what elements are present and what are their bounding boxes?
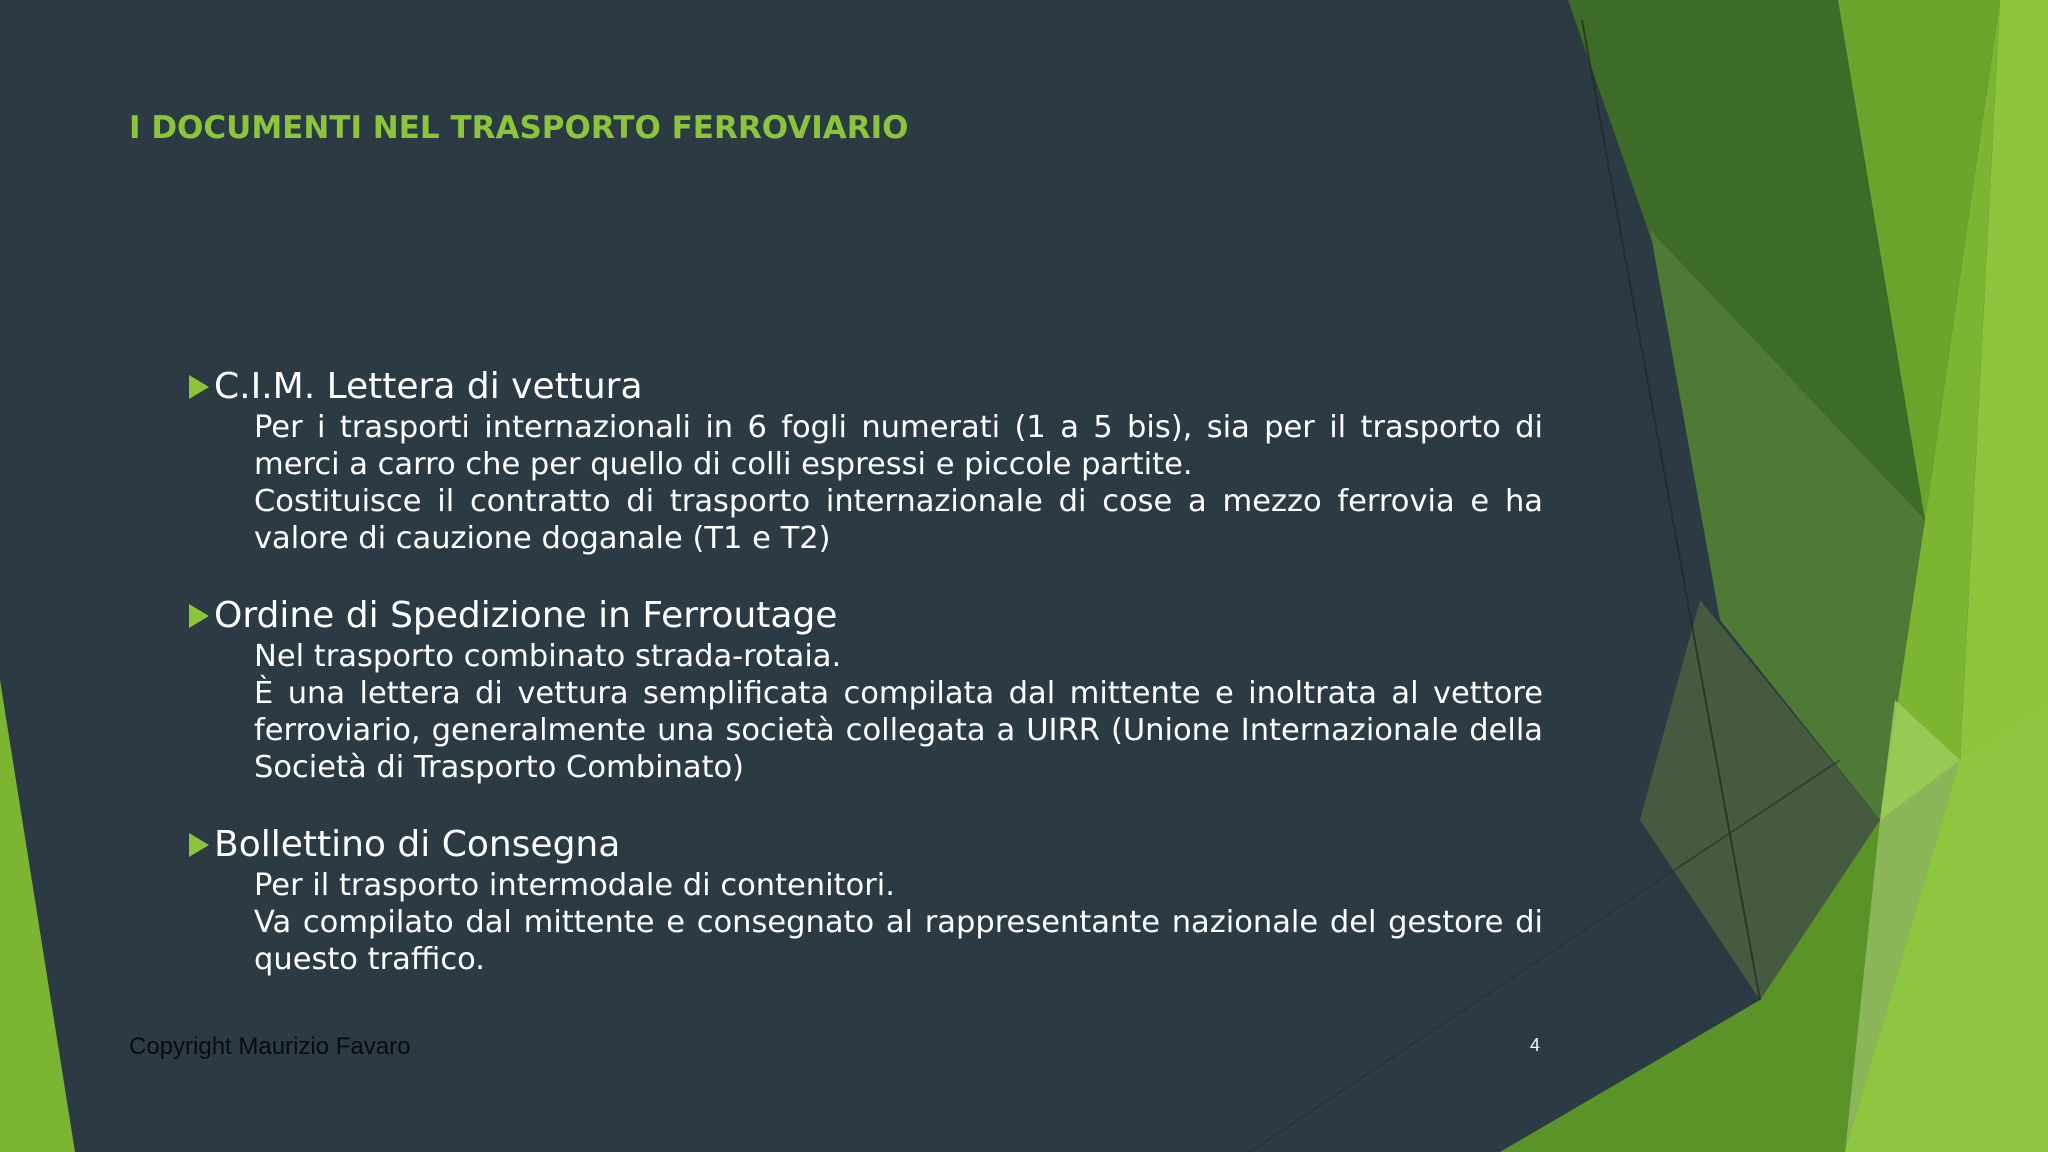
slide-content (188, 365, 1543, 1015)
item-paragraph: Per i trasporti internazionali in 6 fogli numerati (1 a 5 bis), sia per il trasporto di merci a carro che per quello di colli espressi e piccole partite. (254, 410, 1543, 482)
list-item (188, 594, 1543, 786)
triangle-bullet-icon (189, 604, 209, 628)
deco-shape-left-wedge (0, 680, 75, 1152)
triangle-bullet-icon (189, 833, 209, 857)
list-item (188, 365, 1543, 557)
item-heading: Bollettino di Consegna (214, 824, 621, 865)
item-paragraph: Va compilato dal mittente e consegnato al rappresentante nazionale del gestore di questo traffico. (254, 905, 1543, 977)
item-heading-row (188, 823, 1543, 867)
item-body (254, 409, 1543, 557)
item-body (254, 867, 1543, 978)
slide-title: I DOCUMENTI NEL TRASPORTO FERROVIARIO (129, 110, 909, 146)
item-paragraph: Nel trasporto combinato strada-rotaia. (254, 639, 842, 674)
item-paragraph: Costituisce il contratto di trasporto internazionale di cose a mezzo ferrovia e ha valore di cauzione doganale (T1 e T2) (254, 484, 1543, 556)
item-paragraph: Per il trasporto intermodale di contenitori. (254, 868, 895, 903)
page-number: 4 (1530, 1035, 1541, 1055)
list-item (188, 823, 1543, 978)
item-body (254, 638, 1543, 786)
item-paragraph: È una lettera di vettura semplificata compilata dal mittente e inoltrata al vettore ferroviario, generalmente una società collegata a UIRR (Unione Internazionale della Società di Trasporto Combinato) (254, 676, 1543, 785)
item-heading-row (188, 365, 1543, 409)
footer-copyright: Copyright Maurizio Favaro (129, 1033, 411, 1060)
item-heading: Ordine di Spedizione in Ferroutage (214, 595, 838, 636)
triangle-bullet-icon (189, 375, 209, 399)
item-heading-row (188, 594, 1543, 638)
item-heading: C.I.M. Lettera di vettura (214, 366, 643, 407)
